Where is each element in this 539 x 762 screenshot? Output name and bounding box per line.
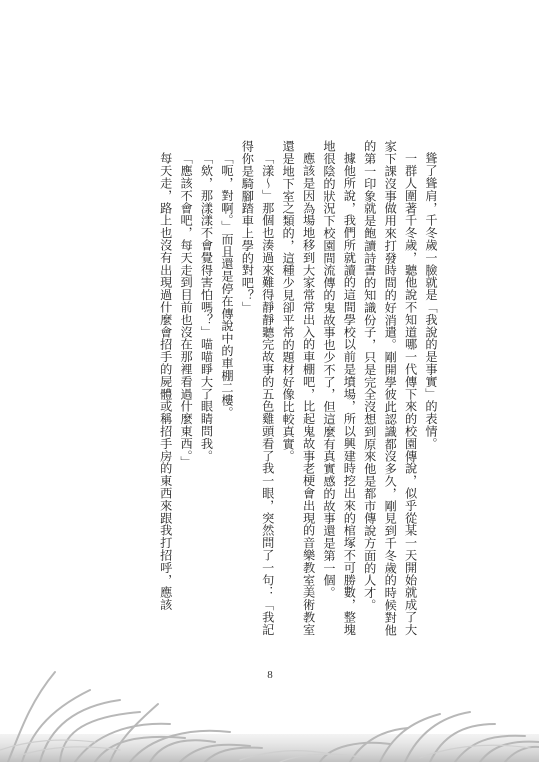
paragraph: 據他所說，我們所就讀的這間學校以前是墳場，所以興建時挖出來的棺塚不可勝數，整塊地很陰的狀況下校園間流傳的鬼故事也少不了，但這麼有真實感的故事還是第一個。 bbox=[321, 140, 357, 636]
body-text bbox=[101, 140, 441, 648]
paragraph: 聳了聳肩，千冬歲一臉就是「我說的是事實」的表情。 bbox=[424, 152, 438, 450]
paragraph: 應該是因為場地移到大家常常出入的車棚吧，比起鬼故事老梗會出現的音樂教室美術教室還是地下室之類的，這種少見卻平常的題材好像比較真實。 bbox=[281, 140, 316, 636]
paragraph: 一群人圍著千冬歲，聽他說不知道哪一代傳下來的校園傳說，似乎從某一天開始就成了大家下課沒事做用來打發時間的好消遣。剛開學彼此認識都沒多久，剛見到千冬歲的時候對他的第一印象就是飽讀詩書的知識份子，只是完全沒想到原來他是都市傳說方面的人才。 bbox=[362, 140, 418, 636]
grass-illustration bbox=[0, 642, 539, 762]
page-number: 8 bbox=[267, 669, 273, 681]
paragraph: 每天走，路上也沒有出現過什麼會招手的屍體或稱招手房的東西來跟我打招呼，應該 bbox=[158, 152, 173, 611]
paragraph: 「應該不會吧，每天走到目前也沒在那裡看過什麼東西。」 bbox=[179, 152, 194, 469]
paragraph: 「欸，那漾漾不會覺得害怕嗎？」喵喵睜大了眼睛問我。 bbox=[199, 152, 214, 463]
paragraph: 「呃，對啊。」而且還是停在傳說中的車棚二樓。 bbox=[219, 152, 234, 419]
paragraph: 「漾～」那個也湊過來難得靜靜聽完故事的五色雞頭看了我一眼，突然問了一句：「我記得你是騎腳踏車上學的對吧？」 bbox=[240, 140, 275, 636]
